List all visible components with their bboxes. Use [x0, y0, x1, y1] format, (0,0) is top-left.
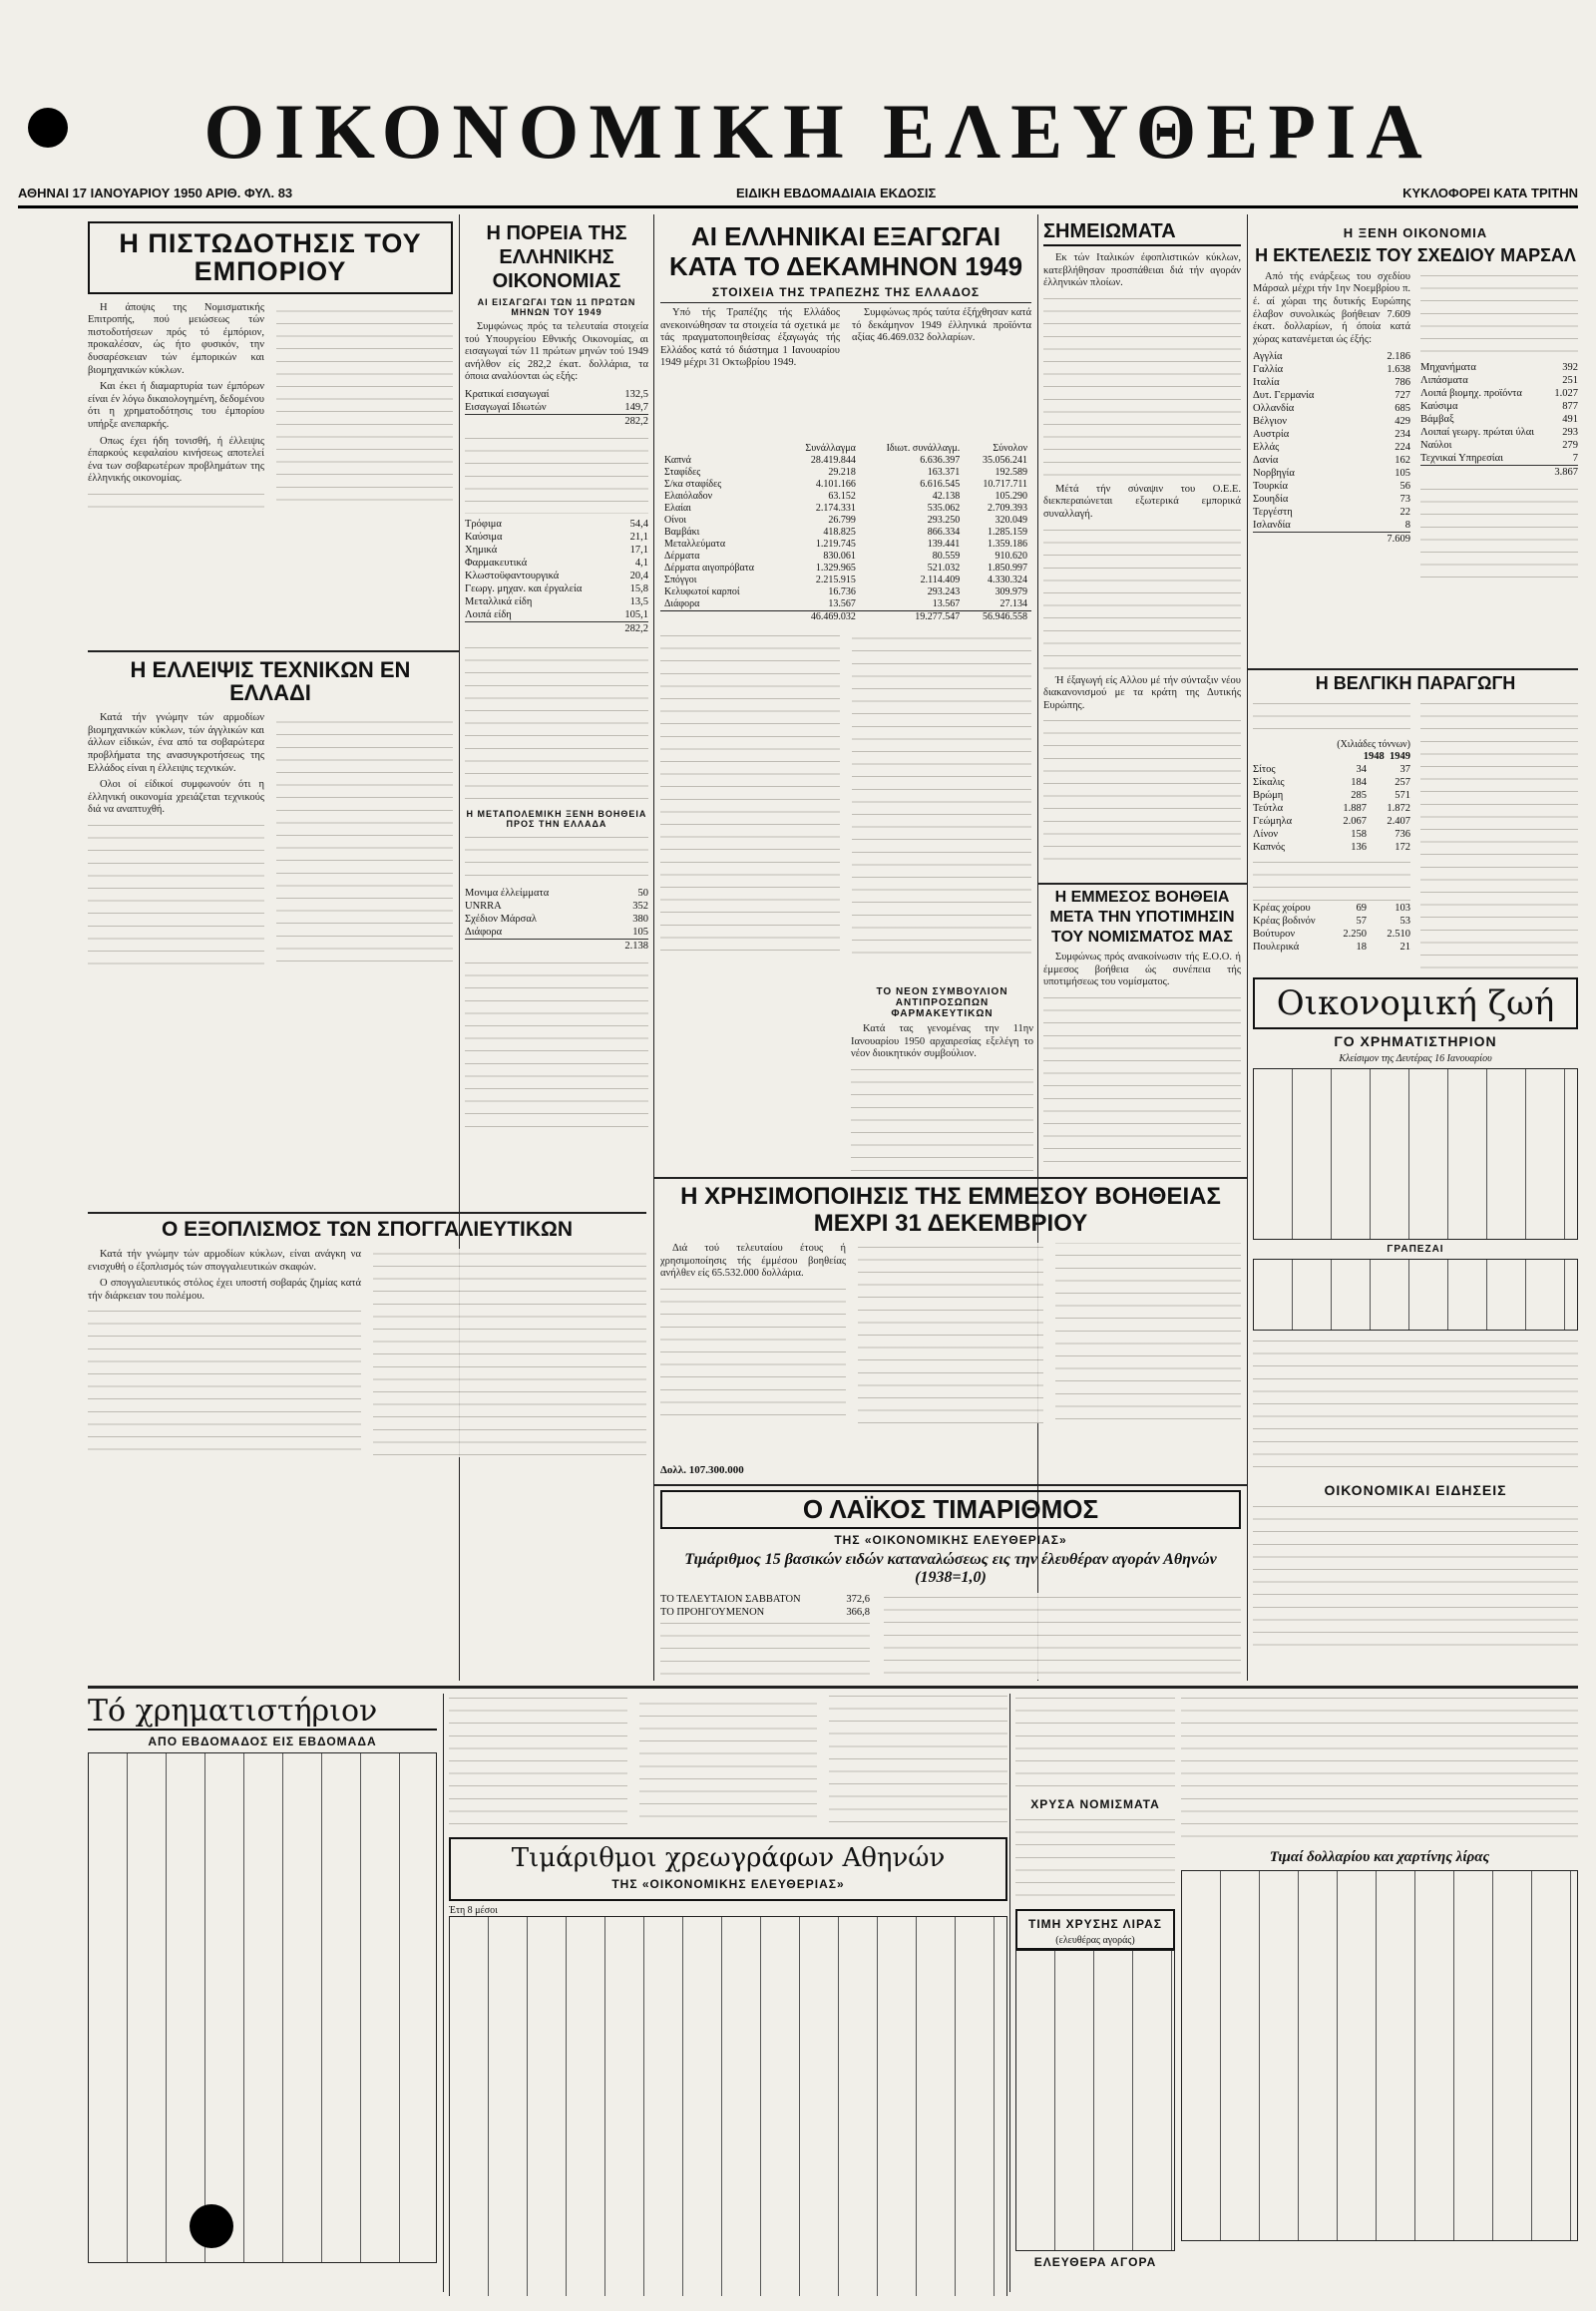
- table-row: Λίνον 158 736: [1253, 828, 1410, 840]
- gold-sub: (ελευθέρας αγοράς): [1055, 1935, 1135, 1946]
- paragraph: Κατά τας γενομένας την 11ην Ιανουαρίου 1950 αρχαιρεσίας εξελέγη το νέον διοικητικόν συμβούλιον.: [851, 1023, 1033, 1060]
- table-row: Κλωστοϋφαντουργικά 20,4: [465, 570, 648, 581]
- edition-label: ΕΙΔΙΚΗ ΕΒΔΟΜΑΔΙΑΙΑ ΕΚΔΟΣΙΣ: [736, 186, 937, 200]
- table-row: Δανία 162: [1253, 455, 1410, 467]
- imports-table: [465, 388, 648, 428]
- table-row: Βούτυρον 2.250 2.510: [1253, 928, 1410, 940]
- table-row: Πουλερικά 18 21: [1253, 941, 1410, 953]
- paragraph: Κατά τήν γνώμην τών αρμοδίων κύκλων, είναι ανάγκη να ενισχυθή ο έξοπλισμός τών σπογγαλιευτικών σκαφών.: [88, 1249, 361, 1273]
- table-row: Γεωργ. μηχαν. και έργαλεία 15,8: [465, 582, 648, 594]
- row-label: Δέρματα αιγοπρόβατα: [664, 563, 754, 574]
- table-row-total: 282,2: [465, 621, 648, 635]
- body-text-lines: [1043, 716, 1241, 866]
- stock-weekly-table: [88, 1752, 437, 2263]
- article-use-indirect-aid: [660, 1183, 1241, 1482]
- subheadline: Η ΜΕΤΑΠΟΛΕΜΙΚΗ ΞΕΝΗ ΒΟΗΘΕΙΑ ΠΡΟΣ ΤΗΝ ΕΛΛΑΔΑ: [466, 808, 647, 829]
- body-text-lines: [1253, 1337, 1578, 1476]
- cell-value: 42.138: [932, 491, 961, 502]
- table-row: Μηχανήματα 392: [1420, 361, 1578, 373]
- subheadline: ΤΗΣ «ΟΙΚΟΝΟΜΙΚΗΣ ΕΛΕΥΘΕΡΙΑΣ»: [834, 1533, 1067, 1548]
- headline: Η ΕΜΜΕΣΟΣ ΒΟΗΘΕΙΑ ΜΕΤΑ ΤΗΝ ΥΠΟΤΙΜΗΣΙΝ ΤΟΥ ΝΟΜΙΣΜΑΤΟΣ ΜΑΣ: [1049, 889, 1235, 946]
- body-text-lines: [660, 631, 1031, 956]
- table-row: Καπνός 136 172: [1253, 841, 1410, 853]
- table-row: Κρατικαί εισαγωγαί 132,5: [465, 388, 648, 400]
- index-table-lines: [884, 1593, 1241, 1680]
- table-row: Ισλανδία 8: [1253, 520, 1410, 532]
- cell-value: 1.359.186: [988, 539, 1027, 550]
- dollar-title: Τιμαί δολλαρίου και χαρτίνης λίρας: [1269, 1849, 1490, 1865]
- cell-value: 309.979: [995, 586, 1027, 597]
- body-text-lines: [465, 434, 648, 514]
- belgian-table: [1253, 763, 1410, 854]
- article-economy-course: [465, 221, 648, 1209]
- article-notes: [1043, 221, 1241, 880]
- banks-label: ΓΡΑΠΕΖΑΙ: [1387, 1244, 1444, 1255]
- cell-value: 535.062: [927, 503, 961, 514]
- cell-value: 293.243: [927, 586, 961, 597]
- cell-value: 163.371: [927, 467, 961, 478]
- paragraph: Και έκει ή διαμαρτυρία των έμπόρων είναι έν λόγω δικαιολογημένη, δεδομένου ότι η χρηματοδότησις του έμπορίου υπήρξε ανεπαρκής.: [88, 381, 264, 431]
- article-body: [851, 1023, 1033, 1177]
- table-row: Καύσιμα 21,1: [465, 531, 648, 543]
- body-text-lines: [1181, 1694, 1578, 1843]
- article-body: [1043, 252, 1241, 866]
- table-row: Τεχνικαί Υπηρεσίαι 7: [1420, 452, 1578, 464]
- column-rule: [1009, 1694, 1010, 2292]
- table-row: Τρόφιμα 54,4: [465, 518, 648, 530]
- cell-value: 10.717.711: [983, 479, 1027, 490]
- row-label: Μεταλλεύματα: [664, 539, 726, 550]
- aid-table: [465, 887, 648, 953]
- article-indirect-aid: [1043, 888, 1241, 1187]
- table-row: [660, 575, 1031, 586]
- cell-value: 1.329.965: [815, 563, 856, 574]
- paragraph: Ο σπογγαλιευτικός στόλος έχει υποστή σοβαράς ζημίας κατά τήν διάρκειαν του πολέμου.: [88, 1278, 361, 1302]
- subheadline: ΓΟ ΧΡΗΜΑΤΙΣΤΗΡΙΟΝ: [1334, 1033, 1497, 1049]
- article-cost-index: [660, 1490, 1241, 1680]
- article-credit: [88, 221, 453, 650]
- headline: Η ΕΚΤΕΛΕΣΙΣ ΤΟΥ ΣΧΕΔΙΟΥ ΜΑΡΣΑΛ: [1255, 245, 1576, 265]
- row-label: Ελαιόλαδον: [664, 491, 713, 502]
- subheadline: ΣΤΟΙΧΕΙΑ ΤΗΣ ΤΡΑΠΕΖΗΣ ΤΗΣ ΕΛΛΑΔΟΣ: [660, 285, 1031, 303]
- table-row: Ολλανδία 685: [1253, 403, 1410, 415]
- body-text-lines: [465, 643, 648, 803]
- section-rule: [88, 1212, 646, 1214]
- table-row: Λιπάσματα 251: [1420, 374, 1578, 386]
- cell-value: 13.567: [828, 598, 856, 609]
- cell-value: 320.049: [995, 515, 1027, 526]
- table-header-row: 1948 1949: [1363, 750, 1410, 762]
- table-row: Ναύλοι 279: [1420, 439, 1578, 451]
- table-row: Τεύτλα 1.887 1.872: [1253, 802, 1410, 814]
- table-row: Χημικά 17,1: [465, 544, 648, 556]
- countries-table: [1253, 350, 1410, 546]
- cell-value: 35.056.241: [983, 455, 1027, 466]
- bond-index: [449, 1837, 1007, 2296]
- table-row: Ελλάς 224: [1253, 442, 1410, 454]
- caption: Τιμάριθμος 15 βασικών ειδών καταναλώσεως εις την έλευθέραν αγοράν Αθηνών (1938=1,0): [684, 1551, 1217, 1587]
- headline: Οικονομική ζωή: [1276, 983, 1555, 1023]
- free-market-label: ΕΛΕΥΘΕΡΑ ΑΓΟΡΑ: [1033, 2255, 1157, 2269]
- table-row: Εισαγωγαί Ιδιωτών 149,7: [465, 401, 648, 413]
- table-row: ΤΟ ΠΡΟΗΓΟΥΜΕΝΟΝ 366,8: [660, 1607, 870, 1619]
- cell-value: 4.330.324: [988, 575, 1027, 585]
- table-row: UNRRA 352: [465, 900, 648, 912]
- table-row: Ιταλία 786: [1253, 377, 1410, 389]
- paragraph: Συμφώνως πρός ανακοίνωσιν τής Ε.Ο.Ο. ή έμμεσος βοήθεια ώς συνέπεια τής υποτιμήσεως του νομίσματος.: [1043, 952, 1241, 988]
- section-rule: [1037, 883, 1247, 885]
- body-text-lines: [660, 1619, 870, 1679]
- column-rule: [443, 1694, 444, 2292]
- article-body-continued: [660, 631, 1031, 961]
- cell-value: 29.218: [828, 467, 856, 478]
- headline: Τιμάριθμοι χρεωγράφων Αθηνών: [511, 1843, 946, 1873]
- categories-table: [1420, 361, 1578, 479]
- body-text-lines: [449, 1694, 1007, 1826]
- table-row: Τουρκία 56: [1253, 481, 1410, 493]
- dollar-column: [1181, 1694, 1578, 2292]
- cell-value: 192.589: [995, 467, 1027, 478]
- headline: Τό χρηματιστήριον: [88, 1694, 437, 1731]
- table-row: [660, 503, 1031, 515]
- table-row: [660, 479, 1031, 491]
- cell-value: 1.850.997: [988, 563, 1027, 574]
- headline: Ο ΛΑΪΚΟΣ ΤΙΜΑΡΙΘΜΟΣ: [802, 1494, 1099, 1524]
- paragraph: Από τής ενάρξεως του σχεδίου Μάρσαλ μέχρι τήν 1ην Νοεμβρίου π. έ. αί χώραι της δυτικής Ευρώπης έλαβον συνολικώς βοήθειαν 7.609 έκατ. δολλαρίων, ή όποία κατά χώρας κατανέμεται ώς έξής:: [1253, 270, 1410, 345]
- banks-table: [1253, 1259, 1578, 1331]
- ink-blot: [190, 2204, 233, 2248]
- cell-value: 1.285.159: [988, 527, 1027, 538]
- paragraph: Ολοι οί είδικοί συμφωνούν ότι η έλληνική οικονομία χρειάζεται τεχνικούς διά να αναπτυχθή.: [88, 779, 264, 816]
- column-rule: [1247, 214, 1248, 1681]
- row-label: Σ/κα σταφίδες: [664, 479, 722, 490]
- body-text-lines: [1420, 699, 1578, 968]
- paragraph: Υπό τής Τραπέζης τής Ελλάδος ανεκοινώθησαν τα στοιχεία τά σχετικά με τάς πραγματοποιηθείσας έξαγωγάς τής Ελλάδος κατά τό διάστημα 1 Ιανουαρίου 1949 μέχρι 31 Οκτωβρίου 1949.: [660, 307, 840, 369]
- cell-value: 13.567: [932, 598, 961, 609]
- row-label: Διάφορα: [664, 598, 700, 609]
- column-label: Έτη 8 μέσοι: [449, 1905, 498, 1916]
- headline: ΤΟ ΝΕΟΝ ΣΥΜΒΟΥΛΙΟΝ ΑΝΤΙΠΡΟΣΩΠΩΝ ΦΑΡΜΑΚΕΥΤΙΚΩΝ: [876, 986, 1008, 1019]
- table-row: [660, 527, 1031, 539]
- cell-value: 28.419.844: [810, 455, 856, 466]
- table-row: Σίτος 34 37: [1253, 763, 1410, 775]
- subheadline: ΑΠΟ ΕΒΔΟΜΑΔΟΣ ΕΙΣ ΕΒΔΟΜΑΔΑ: [148, 1734, 377, 1748]
- table-row-total: 7.609: [1253, 532, 1410, 546]
- table-row: Διάφορα 105: [465, 926, 648, 938]
- paragraph: Συμφώνως πρός ταύτα έξήχθησαν κατά τό δεκάμηνον 1949 έλληνικά προϊόντα αξίας 46.469.032 δολλαρίων.: [852, 307, 1031, 344]
- table-row: [660, 586, 1031, 598]
- cell-value: 2.174.331: [815, 503, 856, 514]
- article-pharma: [851, 982, 1033, 1177]
- table-row: ΤΟ ΤΕΛΕΥΤΑΙΟΝ ΣΑΒΒΑΤΟΝ 372,6: [660, 1594, 870, 1606]
- article-body: [88, 712, 453, 1217]
- row-label: Οίνοι: [664, 515, 687, 526]
- body-text-lines: [1043, 294, 1241, 484]
- note: Κλείσιμον της Δευτέρας 16 Ιανουαρίου: [1339, 1053, 1492, 1064]
- cell-value: 2.114.409: [920, 575, 961, 585]
- body-text-lines: [1420, 271, 1578, 361]
- cell-value: 830.061: [823, 551, 856, 562]
- gold-title: ΤΙΜΗ ΧΡΥΣΗΣ ΛΙΡΑΣ: [1028, 1917, 1162, 1931]
- table-row: Νορβηγία 105: [1253, 468, 1410, 480]
- table-row: Γεώμηλα 2.067 2.407: [1253, 815, 1410, 827]
- cell-value: 2.709.393: [988, 503, 1027, 514]
- cell-value: 26.799: [828, 515, 856, 526]
- bond-index-table: [449, 1916, 1007, 2296]
- column-rule: [653, 214, 654, 1681]
- coins-label: ΧΡΥΣΑ ΝΟΜΙΣΜΑΤΑ: [1030, 1797, 1160, 1811]
- table-row: Σίκαλις 184 257: [1253, 776, 1410, 788]
- row-label: Σταφίδες: [664, 467, 701, 478]
- article-body: [88, 302, 453, 650]
- table-row: [660, 455, 1031, 467]
- section-rule: [1247, 668, 1578, 670]
- cell-value: 80.559: [932, 551, 961, 562]
- news-headline: ΟΙΚΟΝΟΜΙΚΑΙ ΕΙΔΗΣΕΙΣ: [1324, 1482, 1507, 1498]
- cell-value: 1.219.745: [815, 539, 856, 550]
- exports-table: [660, 443, 1031, 623]
- headline: Η ΠΙΣΤΩΔΟΤΗΣΙΣ ΤΟΥ ΕΜΠΟΡΙΟΥ: [119, 228, 422, 287]
- table-row-total: 282,2: [465, 414, 648, 428]
- table-row: Βάμβαξ 491: [1420, 413, 1578, 425]
- table-row: [660, 563, 1031, 575]
- table-row: [660, 491, 1031, 503]
- paragraph: Διά τού τελευταίου έτους ή χρησιμοποίησις τής έμμέσου βοηθείας ανήλθεν είς 65.532.000 δολλάρια.: [660, 1243, 846, 1280]
- cell-value: 910.620: [995, 551, 1027, 562]
- article-body: [449, 1694, 1007, 1833]
- row-label: Καπνά: [664, 455, 691, 466]
- table-row: Καύσιμα 877: [1420, 400, 1578, 412]
- unit-label: (Χιλιάδες τόννων): [1337, 738, 1410, 750]
- table-row-total: 3.867: [1420, 465, 1578, 479]
- cell-value: 293.250: [927, 515, 961, 526]
- table-header-row: Συνάλλαγμα Ιδιωτ. συνάλλαγμ. Σύνολον: [805, 443, 1027, 454]
- table-row: [660, 467, 1031, 479]
- cell-value: 521.032: [927, 563, 961, 574]
- breakdown-table: [465, 518, 648, 635]
- body-text-lines: [1015, 1815, 1175, 1905]
- cell-value: 6.636.397: [920, 455, 961, 466]
- paragraph: Ή έξαγωγή είς Αλλου μέ τήν σύνταξιν νέου διακανονισμού με τα κράτη της Δυτικής Ευρώπης.: [1043, 674, 1241, 711]
- body-text-lines: [465, 959, 648, 1128]
- cell-value: 139.441: [927, 539, 961, 550]
- cell-value: 6.616.545: [920, 479, 961, 490]
- headline: ΑΙ ΕΛΛΗΝΙΚΑΙ ΕΞΑΓΩΓΑΙ ΚΑΤΑ ΤΟ ΔΕΚΑΜΗΝΟΝ 1949: [668, 221, 1023, 281]
- total: Δολλ. 107.300.000: [660, 1464, 744, 1476]
- table-row: Γαλλία 1.638: [1253, 364, 1410, 376]
- table-row: Κρέας χοίρου 69 103: [1253, 902, 1410, 914]
- cell-value: 63.152: [828, 491, 856, 502]
- schedule-label: ΚΥΚΛΟΦΟΡΕΙ ΚΑΤΑ ΤΡΙΤΗΝ: [1402, 186, 1578, 200]
- row-label: Βαμβάκι: [664, 527, 700, 538]
- row-label: Κελυφωτοί καρποί: [664, 586, 740, 597]
- article-body: [465, 321, 648, 384]
- table-row: Τεργέστη 22: [1253, 507, 1410, 519]
- belgian-table-2: [1253, 902, 1410, 954]
- headline: Η ΧΡΗΣΙΜΟΠΟΙΗΣΙΣ ΤΗΣ ΕΜΜΕΣΟΥ ΒΟΗΘΕΙΑΣ ΜΕΧΡΙ 31 ΔΕΚΕΜΒΡΙΟΥ: [680, 1183, 1221, 1237]
- table-row: Σχέδιον Μάρσαλ 380: [465, 913, 648, 925]
- table-row: [660, 515, 1031, 527]
- article-marshall: [1253, 221, 1578, 630]
- dateline: [18, 186, 1578, 208]
- article-stock: [88, 1694, 437, 2292]
- table-row: Βρώμη 285 571: [1253, 789, 1410, 801]
- table-row: Μονιμα έλλείμματα 50: [465, 887, 648, 899]
- cell-value: 27.134: [999, 598, 1027, 609]
- headline: Η ΕΛΛΕΙΨΙΣ ΤΕΧΝΙΚΩΝ ΕΝ ΕΛΛΑΔΙ: [130, 658, 411, 706]
- headline: Η ΒΕΛΓΙΚΗ ΠΑΡΑΓΩΓΗ: [1315, 674, 1516, 693]
- article-body: [660, 307, 1031, 437]
- table-row-total: 2.138: [465, 939, 648, 953]
- table-row: Λοιπαί γεωργ. πρώται ύλαι 293: [1420, 426, 1578, 438]
- headline: Η ΠΟΡΕΙΑ ΤΗΣ ΕΛΛΗΝΙΚΗΣ ΟΙΚΟΝΟΜΙΑΣ: [486, 222, 627, 292]
- body-text-lines: [1420, 485, 1578, 584]
- coins-column: [1015, 1694, 1175, 2292]
- article-belgian: [1253, 674, 1578, 973]
- article-sponge: [88, 1219, 646, 1678]
- table-row: [660, 551, 1031, 563]
- body-text-lines: [1015, 1694, 1175, 1793]
- table-row: Δυτ. Γερμανία 727: [1253, 390, 1410, 402]
- body-text-lines: [1253, 699, 1410, 739]
- row-label: Ελαίαι: [664, 503, 691, 514]
- section-rule: [88, 650, 459, 652]
- table-row: Λοιπά βιομηχ. προϊόντα 1.027: [1420, 387, 1578, 399]
- section-label: Η ΞΕΝΗ ΟΙΚΟΝΟΜΙΑ: [1343, 225, 1488, 240]
- subheadline: ΤΗΣ «ΟΙΚΟΝΟΜΙΚΗΣ ΕΛΕΥΘΕΡΙΑΣ»: [611, 1877, 845, 1891]
- body-text-lines: [1043, 526, 1241, 675]
- cell-value: 4.101.166: [815, 479, 856, 490]
- section-rule: [653, 1177, 1247, 1179]
- section-rule: [653, 1484, 1247, 1486]
- stock-table: [1253, 1068, 1578, 1240]
- paragraph: Οπως έχει ήδη τονισθή, ή έλλειψις έπαρκούς κεφαλαίου κινήσεως αποτελεί ένα των σοβαρωτέρων προβλημάτων της έλληνικής οικονομίας.: [88, 435, 264, 485]
- body-text-lines: [851, 1065, 1033, 1177]
- table-row: Σουηδία 73: [1253, 494, 1410, 506]
- masthead-title: ΟΙΚΟΝΟΜΙΚΗ ΕΛΕΥΘΕΡΙΑ: [203, 88, 1432, 175]
- cell-value: 16.736: [828, 586, 856, 597]
- section-rule: [88, 1686, 1578, 1689]
- table-row: Φαρμακευτικά 4,1: [465, 557, 648, 569]
- article-body: [88, 1249, 646, 1668]
- row-label: Σπόγγοι: [664, 575, 697, 585]
- paragraph: Μέτά τήν σύναψιν του Ο.Ε.Ε. διεκπεραιώνεται εξωτερικά εμπορικά συναλλαγή.: [1043, 483, 1241, 520]
- paragraph: Συμφώνως πρός τα τελευταία στοιχεία τού Υπουργείου Εθνικής Οικονομίας, αι εισαγωγαί τών 11 πρώτων μηνών τού 1949 ανήλθον είς 282,2 έκατ. δολλάρια, τα όποια αναλύονται ώς εξής:: [465, 321, 648, 383]
- table-row: Αγγλία 2.186: [1253, 351, 1410, 363]
- table-row: Αυστρία 234: [1253, 429, 1410, 441]
- article-body: [1043, 952, 1241, 1173]
- body-text-lines: [1043, 993, 1241, 1173]
- cell-value: 418.825: [823, 527, 856, 538]
- body-text-lines: [1253, 1502, 1578, 1652]
- article-exports: [660, 221, 1031, 979]
- paragraph: Η άποψις της Νομισματικής Επιτροπής, πού μειώσεως τών πιστοδοτήσεων πρός τό έμπόριον, προκαλέσαν, ώς ήτο φυσικόν, την δυσαρέσκειαν τών έμπορικών και βιομηχανικών κύκλων.: [88, 301, 264, 376]
- body-text-lines: [1253, 858, 1410, 902]
- headline: ΣΗΜΕΙΩΜΑΤΑ: [1043, 221, 1241, 246]
- paragraph: Εκ τών Ιταλικών έφοπλιστικών κύκλων, κατεβλήθησαν προσπάθειαι διά τήν αγοράν έλληνικών πλοίων.: [1043, 252, 1241, 289]
- article-body: [660, 1243, 1241, 1462]
- table-row: Βέλγιον 429: [1253, 416, 1410, 428]
- date-issue: ΑΘΗΝΑΙ 17 ΙΑΝΟΥΑΡΙΟΥ 1950 ΑΡΙΘ. ΦΥΛ. 83: [18, 186, 293, 200]
- table-row: Κρέας βοδινόν 57 53: [1253, 915, 1410, 927]
- table-row: [660, 598, 1031, 611]
- dollar-table: [1181, 1870, 1578, 2241]
- headline: Ο ΕΞΟΠΛΙΣΜΟΣ ΤΩΝ ΣΠΟΓΓΑΛΙΕΥΤΙΚΩΝ: [161, 1219, 574, 1241]
- row-label: Δέρματα: [664, 551, 700, 562]
- body-text-lines: [465, 833, 648, 883]
- subheadline: ΑΙ ΕΙΣΑΓΩΓΑΙ ΤΩΝ 11 ΠΡΩΤΩΝ ΜΗΝΩΝ ΤΟΥ 1949: [477, 297, 636, 317]
- article-tech-shortage: [88, 658, 453, 1217]
- cell-value: 2.215.915: [815, 575, 856, 585]
- stock-text: [449, 1694, 1007, 1833]
- gold-table: [1015, 1950, 1175, 2251]
- article-econ-life: [1253, 977, 1578, 1676]
- table-row: Λοιπά είδη 105,1: [465, 608, 648, 620]
- cell-value: 866.334: [927, 527, 961, 538]
- table-row: [660, 539, 1031, 551]
- table-row: Μεταλλικά είδη 13,5: [465, 595, 648, 607]
- table-total-row: 46.469.032 19.277.547 56.946.558: [660, 611, 1031, 624]
- paragraph: Κατά τήν γνώμην τών αρμοδίων βιομηχανικών κύκλων, τών άγγλικών και άλλων είδικών, ένα από τα σοβαρώτερα προβλήματα της ανασυγκροτήσεως της Ελλάδος είναι η έλλειψις τεχνικών.: [88, 712, 264, 774]
- cell-value: 105.290: [995, 491, 1027, 502]
- article-body: [1253, 271, 1410, 347]
